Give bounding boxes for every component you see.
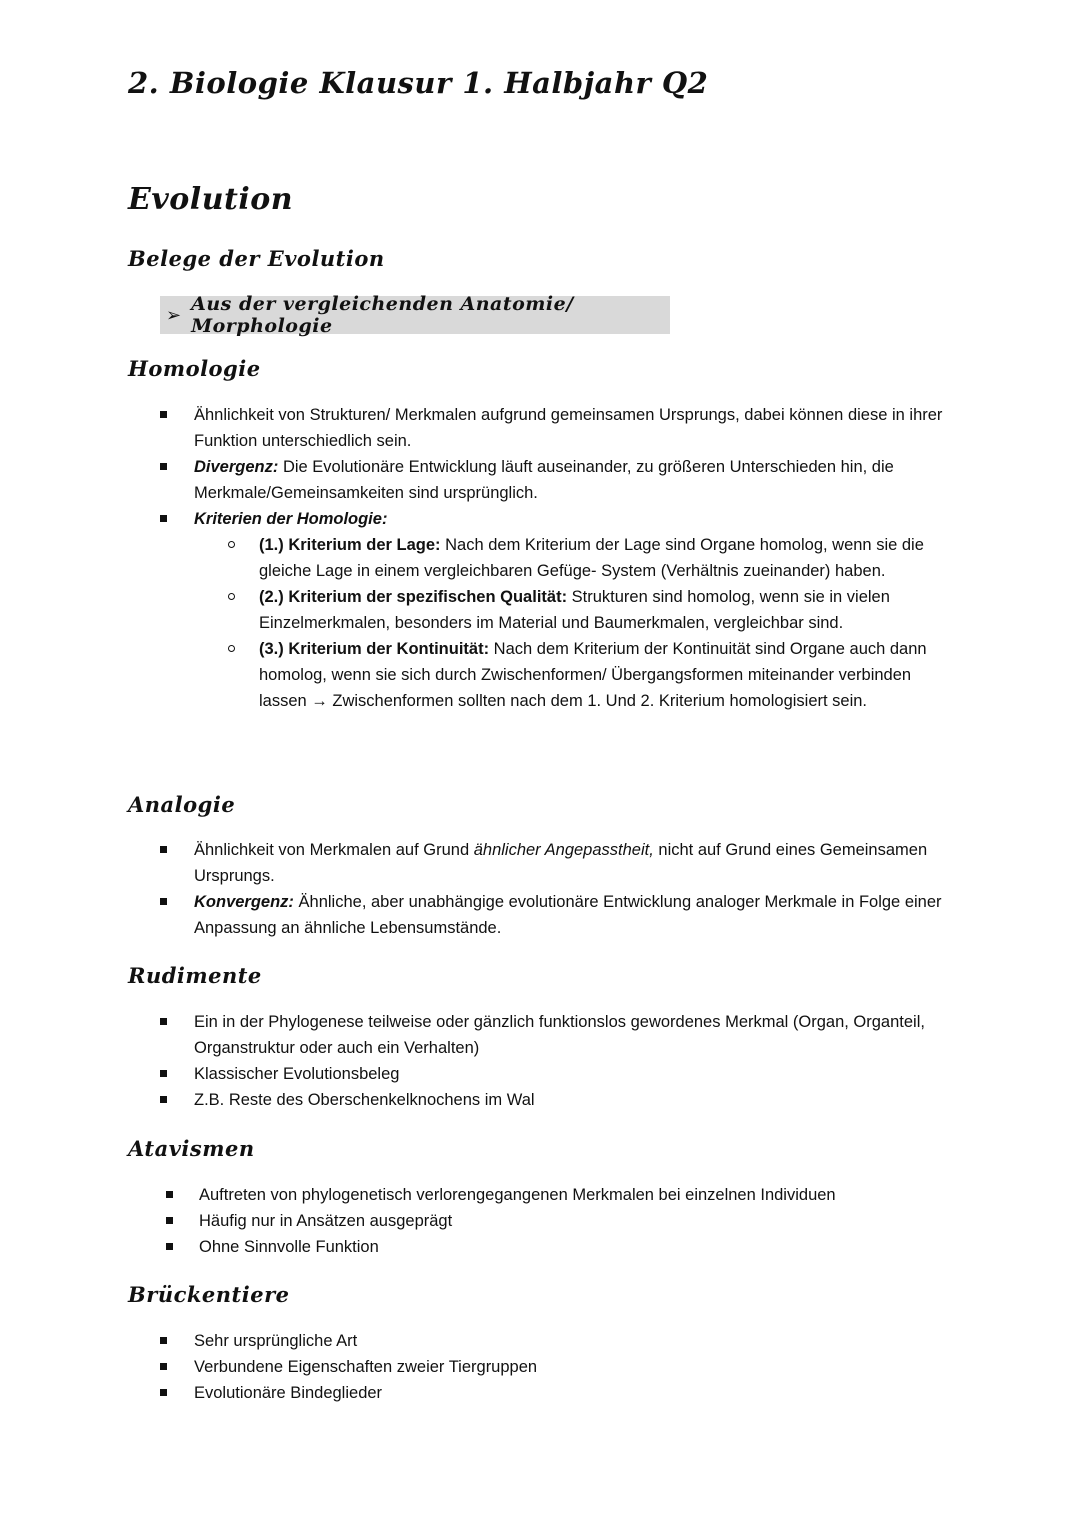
rudimente-list [0,1009,960,1113]
list-item: Auftreten von phylogenetisch verlorengegangenen Merkmalen bei einzelnen Individuen [0,1182,960,1208]
square-bullet-icon [160,1389,167,1396]
term-konvergenz: Konvergenz: [194,893,294,911]
circle-bullet-icon [228,593,235,600]
heading-analogie: Analogie [128,792,236,817]
heading-brueckentiere: Brückentiere [128,1282,290,1307]
square-bullet-icon [160,1018,167,1025]
list-item: Z.B. Reste des Oberschenkelknochens im Wal [0,1087,960,1113]
square-bullet-icon [160,846,167,853]
document-title: 2. Biologie Klausur 1. Halbjahr Q2 [128,66,709,100]
atavismen-list [0,1182,960,1260]
term-divergenz: Divergenz: [194,458,279,476]
highlighted-topic-text: Aus der vergleichenden Anatomie/ Morphologie [191,293,574,337]
criterion-item: (2.) Kriterium der spezifischen Qualität: Strukturen sind homolog, wenn sie in vielen Einzelmerkmalen, besonders im Material und Baumerkmalen, vergleichbar sind. [194,584,960,636]
arrow-bullet-icon: ➢ [166,304,182,325]
square-bullet-icon [160,1096,167,1103]
list-item: Ohne Sinnvolle Funktion [0,1234,960,1260]
heading-rudimente: Rudimente [128,963,262,988]
square-bullet-icon [160,411,167,418]
square-bullet-icon [166,1217,173,1224]
list-item: Evolutionäre Bindeglieder [0,1380,960,1406]
list-item: Häufig nur in Ansätzen ausgeprägt [0,1208,960,1234]
circle-bullet-icon [228,541,235,548]
list-item: Sehr ursprüngliche Art [0,1328,960,1354]
heading-atavismen: Atavismen [128,1136,255,1161]
heading-homologie: Homologie [128,356,261,381]
square-bullet-icon [160,1363,167,1370]
square-bullet-icon [160,515,167,522]
criterion-item: (3.) Kriterium der Kontinuität: Nach dem Kriterium der Kontinuität sind Organe auch dann homolog, wenn sie sich durch Zwischenformen/ Übergangsformen miteinander verbinden lassen → Zwischenformen sollten nach dem 1. Und 2. Kriterium homologisiert sein. [194,636,960,714]
list-item: Ähnlichkeit von Merkmalen auf Grund ähnlicher Angepasstheit, nicht auf Grund eines Gemeinsamen Ursprungs. [0,837,960,889]
heading-evolution: Evolution [128,182,294,217]
square-bullet-icon [160,898,167,905]
list-item: Ein in der Phylogenese teilweise oder gänzlich funktionslos gewordenes Merkmal (Organ, Organteil, Organstruktur oder auch ein Verhalten) [0,1009,960,1061]
square-bullet-icon [160,1337,167,1344]
square-bullet-icon [160,1070,167,1077]
list-item: Klassischer Evolutionsbeleg [0,1061,960,1087]
criterion-item: (1.) Kriterium der Lage: Nach dem Kriterium der Lage sind Organe homolog, wenn sie die gleiche Lage in einem vergleichbaren Gefüge- System (Verhältnis zueinander) haben. [194,532,960,584]
homologie-list [0,402,960,714]
list-item [0,506,960,714]
square-bullet-icon [166,1243,173,1250]
list-item: Konvergenz: Ähnliche, aber unabhängige evolutionäre Entwicklung analoger Merkmale in Folge einer Anpassung an ähnliche Lebensumstände. [0,889,960,941]
criteria-list [194,532,960,714]
brueckentiere-list [0,1328,960,1406]
list-item: Divergenz: Die Evolutionäre Entwicklung läuft auseinander, zu größeren Unterschieden hin, die Merkmale/Gemeinsamkeiten sind ursprünglich. [0,454,960,506]
highlighted-topic [160,293,670,337]
list-item: Ähnlichkeit von Strukturen/ Merkmalen aufgrund gemeinsamen Ursprungs, dabei können diese in ihrer Funktion unterschiedlich sein. [0,402,960,454]
square-bullet-icon [160,463,167,470]
square-bullet-icon [166,1191,173,1198]
list-item: Verbundene Eigenschaften zweier Tiergruppen [0,1354,960,1380]
heading-belege: Belege der Evolution [128,246,385,271]
term-kriterien: Kriterien der Homologie: [194,510,388,528]
analogie-list [0,837,960,941]
circle-bullet-icon [228,645,235,652]
